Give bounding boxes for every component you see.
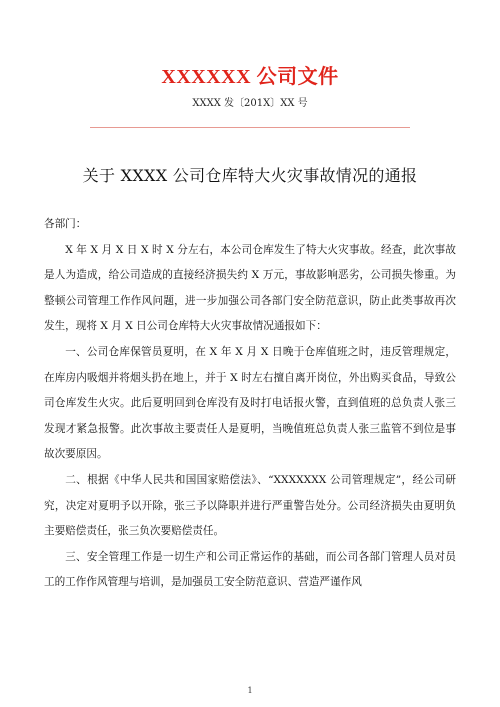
document-body [44, 212, 456, 596]
paragraph-intro: X 年 X 月 X 日 X 时 X 分左右，本公司仓库发生了特大火灾事故。经查，此次事故是人为造成，给公司造成的直接经济损失约 X 万元，事故影响恶劣，公司损失惨重。为整顿公司管理工作作风问题，进一步加强公司各部门安全防范意识，防止此类事故再次发生，现将 X 月 X 日公司仓库特大火灾事故情况通报如下： [44, 243, 456, 333]
paragraph-1: 一、公司仓库保管员夏明，在 X 年 X 月 X 日晚于仓库值班之时，违反管理规定，在库房内吸烟并将烟头扔在地上，并于 X 时左右擅自离开岗位，外出购买食品，导致公司仓库发生火灾。此后夏明回到仓库没有及时打电话报火警，直到值班的总负责人张三发现才紧急报警。此次事故主要责任人是夏明，当晚值班总负责人张三监管不到位是事故次要原因。 [44, 345, 456, 461]
org-title: XXXXXX 公司文件 [161, 66, 339, 88]
notice-title: 关于 XXXX 公司仓库特大火灾事故情况的通报 [82, 166, 418, 185]
paragraph-3: 三、安全管理工作是一切生产和公司正常运作的基础，而公司各部门管理人员对员工的工作作风管理与培训，是加强员工安全防范意识、营造严谨作风 [44, 550, 456, 589]
salutation: 各部门： [44, 218, 87, 230]
document-number: XXXX 发〔201X〕XX 号 [192, 98, 308, 109]
page-number: 1 [247, 686, 253, 695]
red-divider [90, 127, 410, 128]
paragraph-2: 二、根据《中华人民共和国国家赔偿法》、“XXXXXXX 公司管理规定”，经公司研究，决定对夏明予以开除，张三予以降职并进行严重警告处分。公司经济损失由夏明负主要赔偿责任，张三负次要赔偿责任。 [44, 473, 456, 538]
